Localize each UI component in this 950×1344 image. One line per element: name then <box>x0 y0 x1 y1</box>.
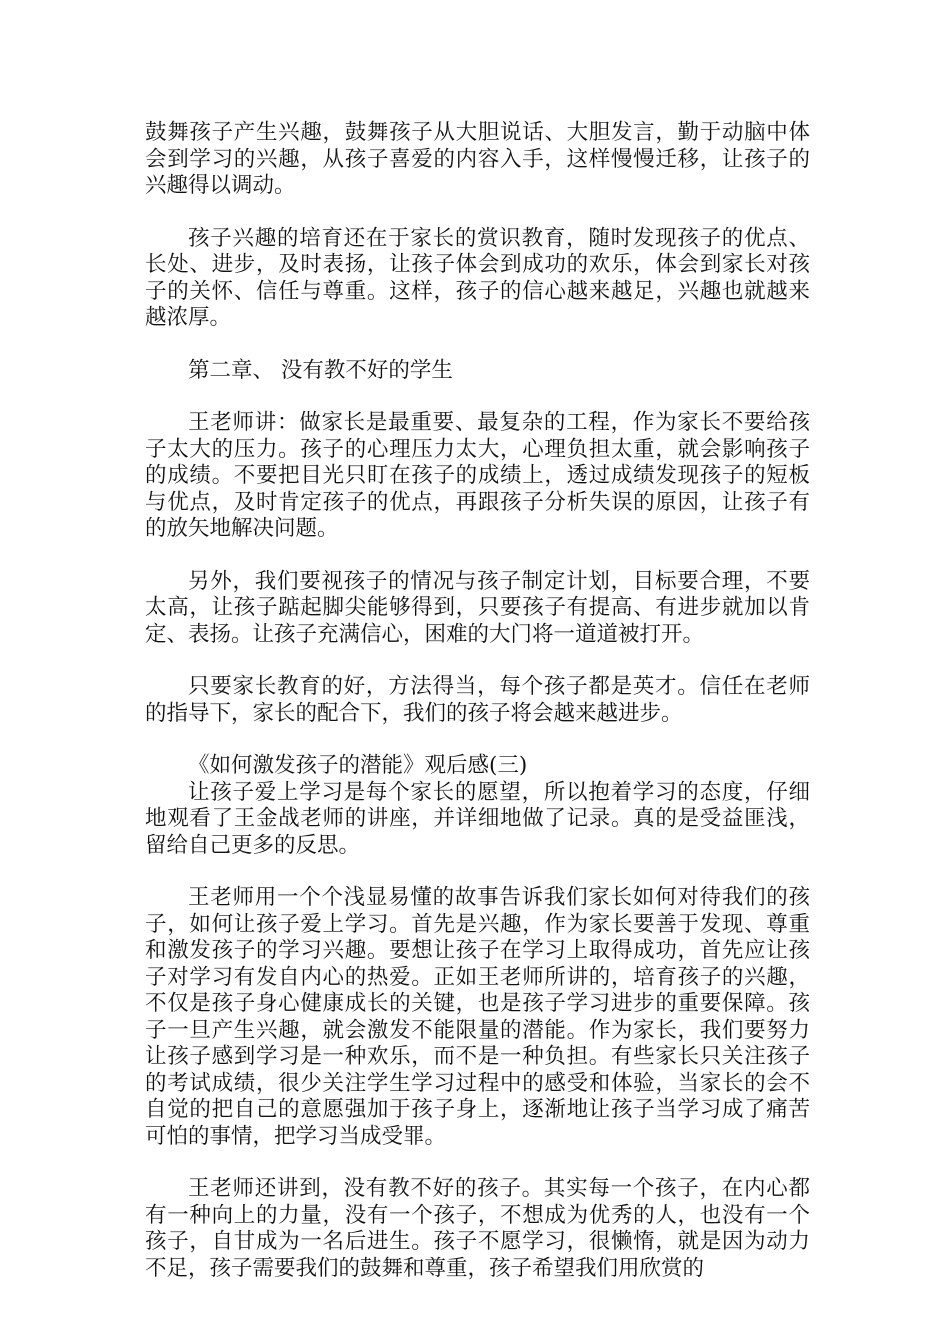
paragraph-2: 孩子兴趣的培育还在于家长的赏识教育，随时发现孩子的优点、长处、进步，及时表扬，让孩子体会到成功的欢乐，体会到家长对孩子的关怀、信任与尊重。这样，孩子的信心越来越足，兴趣也就越来越浓厚。 <box>145 225 810 330</box>
document-page <box>145 120 810 1282</box>
section-heading: 《如何激发孩子的潜能》观后感(三) <box>188 753 528 778</box>
paragraph-3: 王老师讲：做家长是最重要、最复杂的工程，作为家长不要给孩子太大的压力。孩子的心理压力太大，心理负担太重，就会影响孩子的成绩。不要把目光只盯在孩子的成绩上，透过成绩发现孩子的短板与优点，及时肯定孩子的优点，再跟孩子分析失误的原因，让孩子有的放矢地解决问题。 <box>145 410 810 541</box>
paragraph-6: 让孩子爱上学习是每个家长的愿望，所以抱着学习的态度，仔细地观看了王金战老师的讲座，并详细地做了记录。真的是受益匪浅，留给自己更多的反思。 <box>145 779 810 858</box>
paragraph-8: 王老师还讲到，没有教不好的孩子。其实每一个孩子，在内心都有一种向上的力量，没有一个孩子，不想成为优秀的人，也没有一个孩子，自甘成为一名后进生。孩子不愿学习，很懒惰，就是因为动力不足，孩子需要我们的鼓舞和尊重，孩子希望我们用欣赏的 <box>145 1176 810 1281</box>
paragraph-4: 另外，我们要视孩子的情况与孩子制定计划，目标要合理，不要太高，让孩子踮起脚尖能够得到，只要孩子有提高、有进步就加以肯定、表扬。让孩子充满信心，困难的大门将一道道被打开。 <box>145 568 810 647</box>
paragraph-5: 只要家长教育的好，方法得当，每个孩子都是英才。信任在老师的指导下，家长的配合下，我们的孩子将会越来越进步。 <box>145 674 810 726</box>
paragraph-1: 鼓舞孩子产生兴趣，鼓舞孩子从大胆说话、大胆发言，勤于动脑中体会到学习的兴趣，从孩子喜爱的内容入手，这样慢慢迁移，让孩子的兴趣得以调动。 <box>145 120 810 198</box>
chapter-heading: 第二章、 没有教不好的学生 <box>188 357 453 383</box>
paragraph-7: 王老师用一个个浅显易懂的故事告诉我们家长如何对待我们的孩子，如何让孩子爱上学习。首先是兴趣，作为家长要善于发现、尊重和激发孩子的学习兴趣。要想让孩子在学习上取得成功，首先应让孩子对学习有发自内心的热爱。正如王老师所讲的，培育孩子的兴趣，不仅是孩子身心健康成长的关键，也是孩子学习进步的重要保障。孩子一旦产生兴趣，就会激发不能限量的潜能。作为家长，我们要努力让孩子感到学习是一种欢乐，而不是一种负担。有些家长只关注孩子的考试成绩，很少关注学生学习过程中的感受和体验，当家长的会不自觉的把自己的意愿强加于孩子身上，逐渐地让孩子当学习成了痛苦可怕的事情，把学习当成受罪。 <box>145 885 810 1149</box>
